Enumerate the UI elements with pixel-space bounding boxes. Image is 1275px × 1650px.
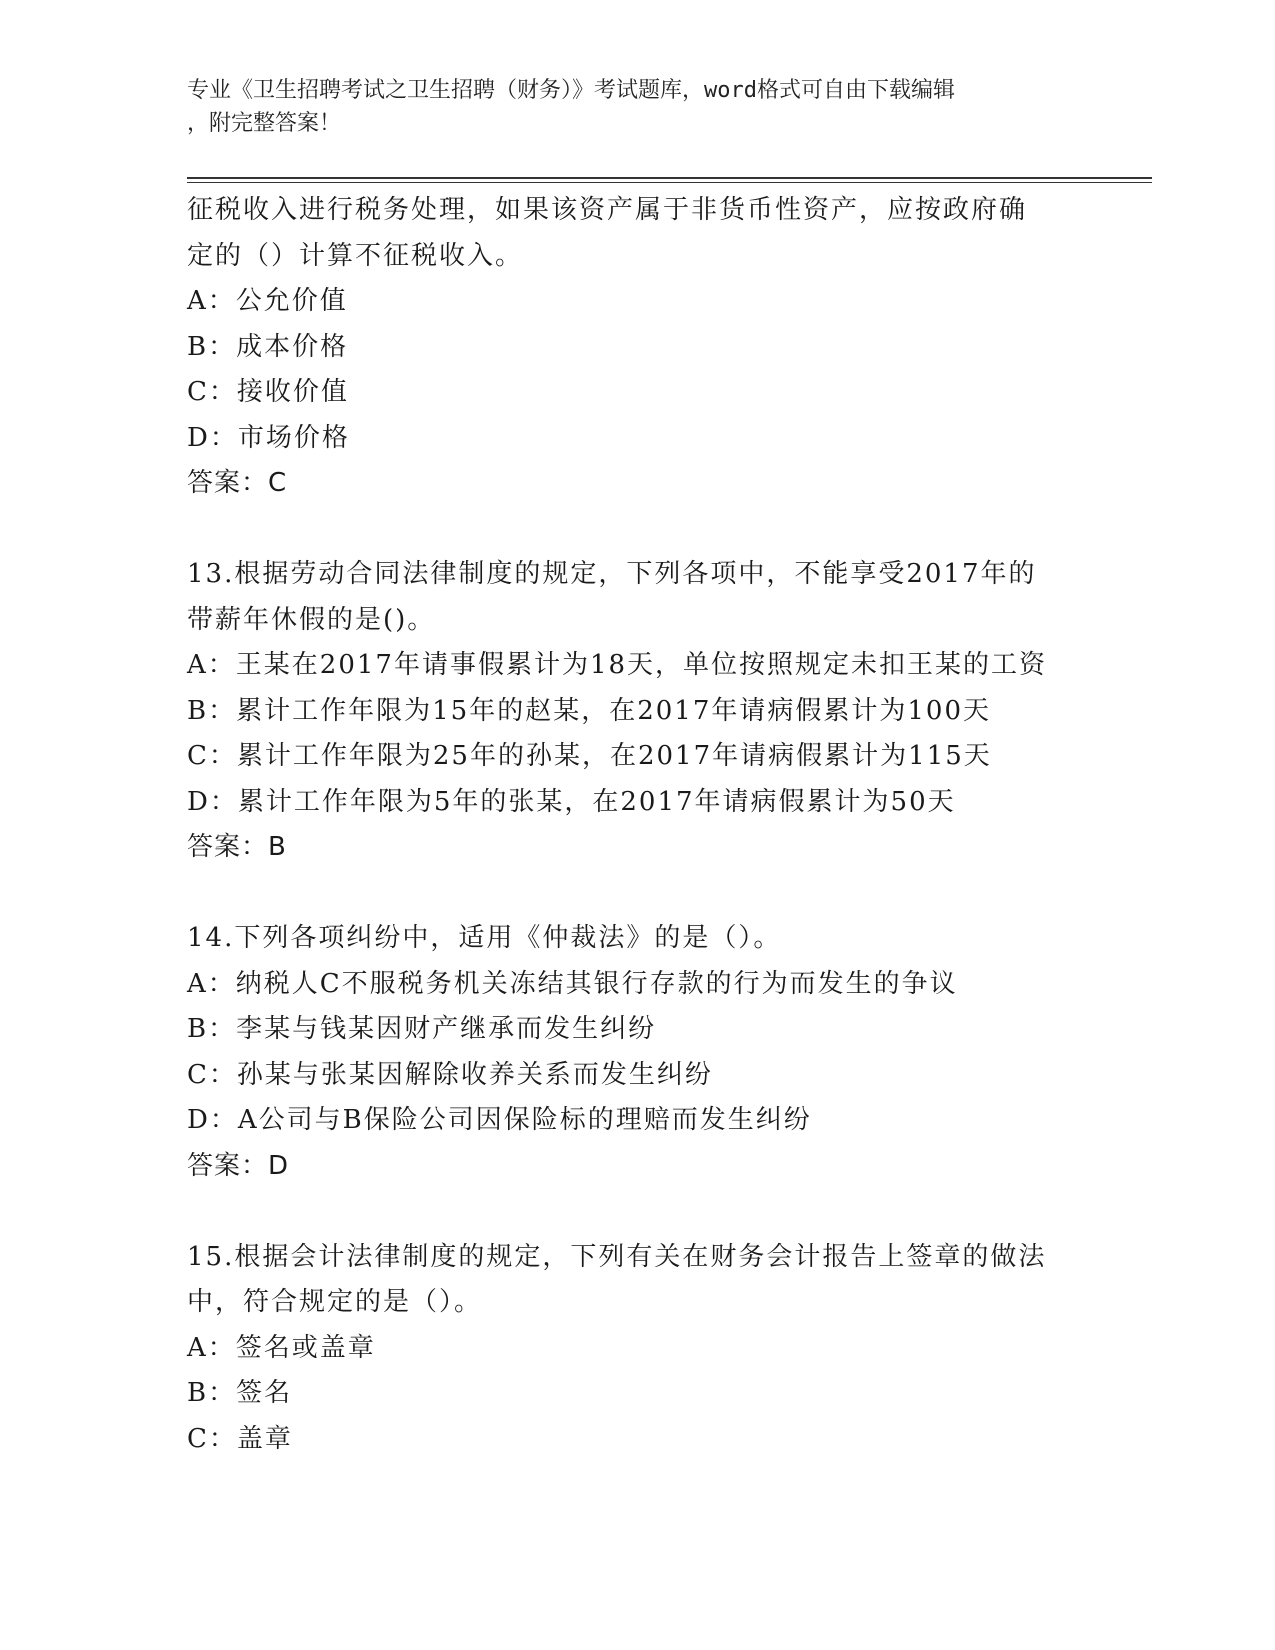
question-stem: 定的（）计算不征税收入。 [187,240,524,271]
option-a: A：王某在2017年请事假累计为18天，单位按照规定未扣王某的工资 [187,650,1048,680]
option-c: C：孙某与张某因解除收养关系而发生纠纷 [187,1059,713,1090]
option-c: C：累计工作年限为25年的孙某，在2017年请病假累计为115天 [187,741,992,771]
spacer [187,871,1087,917]
question-stem: 中，符合规定的是（）。 [187,1287,483,1317]
option-d: D：A公司与B保险公司因保险标的理赔而发生纠纷 [187,1105,812,1135]
option-b: B：累计工作年限为15年的赵某，在2017年请病假累计为100天 [187,695,991,726]
spacer [187,507,1087,553]
option-b: B：签名 [187,1378,293,1408]
header-line-2: ，附完整答案！ [187,111,342,136]
document-header [187,74,1087,140]
option-b: B：李某与钱某因财产继承而发生纠纷 [187,1014,657,1044]
question-14 [187,916,1087,1189]
answer: 答案：B [187,832,287,862]
option-d: D：市场价格 [187,422,350,453]
option-a: A：公允价值 [187,286,348,316]
option-a: A：签名或盖章 [187,1332,376,1363]
question-15 [187,1235,1087,1463]
question-stem: 带薪年休假的是()。 [187,604,436,635]
question-stem: 14.下列各项纠纷中，适用《仲裁法》的是（）。 [187,923,782,953]
header-line-1: 专业《卫生招聘考试之卫生招聘（财务）》考试题库，word格式可自由下载编辑 [187,78,955,103]
option-a: A：纳税人C不服税务机关冻结其银行存款的行为而发生的争议 [187,968,958,999]
question-12 [187,188,1087,507]
question-stem: 征税收入进行税务处理，如果该资产属于非货币性资产，应按政府确 [187,195,1028,225]
question-body [187,188,1087,1462]
option-b: B：成本价格 [187,331,349,362]
question-stem: 13.根据劳动合同法律制度的规定，下列各项中，不能享受2017年的 [187,559,1037,589]
option-c: C：盖章 [187,1423,293,1454]
question-13 [187,552,1087,871]
option-d: D：累计工作年限为5年的张某，在2017年请病假累计为50天 [187,786,956,817]
spacer [187,1189,1087,1235]
answer: 答案：D [187,1150,290,1181]
question-stem: 15.根据会计法律制度的规定，下列有关在财务会计报告上签章的做法 [187,1241,1047,1272]
header-divider-thin [187,182,1152,183]
header-divider-thick [187,177,1152,179]
answer: 答案：C [187,468,288,498]
option-c: C：接收价值 [187,377,349,407]
